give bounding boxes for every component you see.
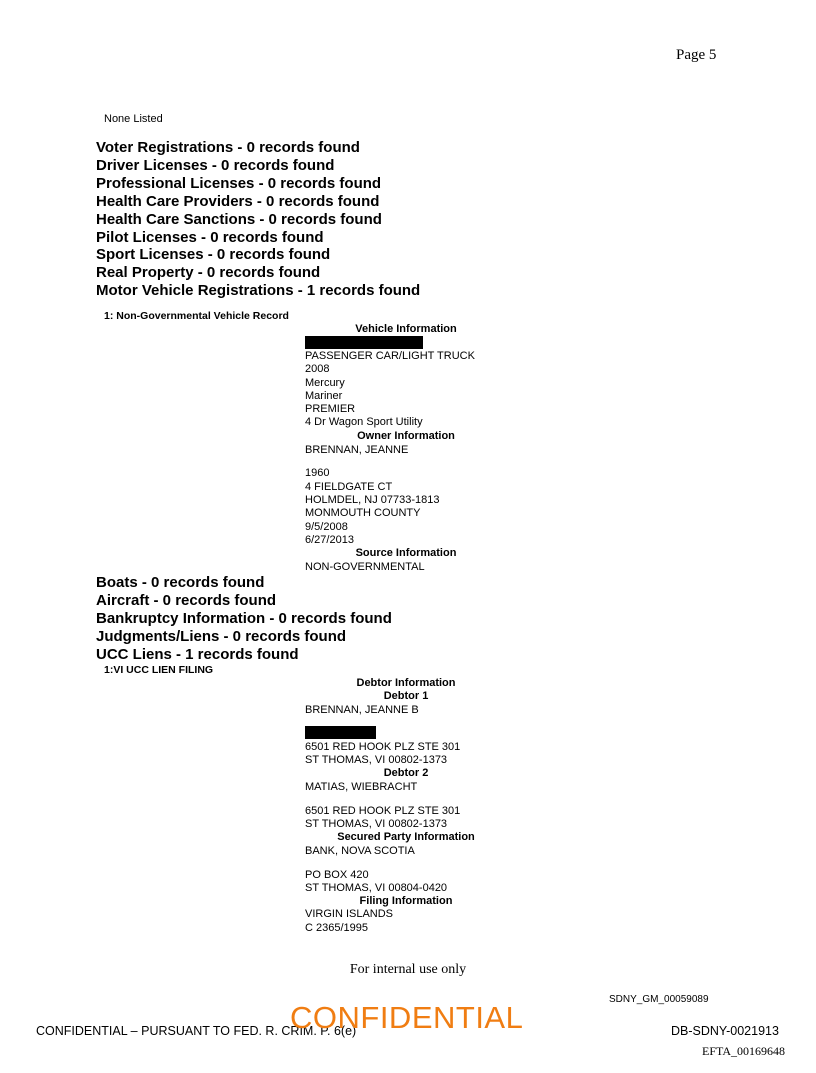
debtor1-name-value: BRENNAN, JEANNE B — [305, 704, 419, 716]
heading-bankruptcy-information: Bankruptcy Information - 0 records found — [96, 609, 392, 627]
heading-driver-licenses: Driver Licenses - 0 records found — [96, 156, 335, 174]
heading-motor-vehicle-registrations: Motor Vehicle Registrations - 1 records found — [96, 282, 421, 300]
ucc-record-title: 1:VI UCC LIEN FILING — [104, 664, 214, 676]
efta-number: EFTA_00169648 — [702, 1044, 786, 1058]
filing-info-header-text: Filing Information — [359, 895, 453, 907]
heading-voter-registrations: Voter Registrations - 0 records found — [96, 139, 360, 156]
vin-redaction — [305, 336, 423, 349]
heading-professional-licenses: Professional Licenses - 0 records found — [96, 174, 382, 192]
vehicle-record-title: 1: Non-Governmental Vehicle Record — [104, 310, 289, 322]
heading-health-care-providers: Health Care Providers - 0 records found — [96, 192, 380, 210]
internal-use-note: For internal use only — [349, 962, 467, 977]
heading-health-care-sanctions: Health Care Sanctions - 0 records found — [96, 210, 382, 228]
heading-pilot-licenses: Pilot Licenses - 0 records found — [96, 228, 324, 246]
data-source-value: NON-GOVERNMENTAL — [305, 561, 425, 573]
dob-value: 1960 — [305, 467, 330, 479]
secured-party-header-text: Secured Party Information — [337, 831, 475, 843]
heading-real-property: Real Property - 0 records found — [96, 264, 321, 282]
debtor2-address-line-1: 6501 RED HOOK PLZ STE 301 — [305, 805, 461, 817]
model-value: Mariner — [305, 390, 343, 402]
secured-address-line-2: ST THOMAS, VI 00804-0420 — [305, 882, 448, 894]
debtor2-header-text: Debtor 2 — [383, 767, 429, 779]
owner-address-line-3: MONMOUTH COUNTY — [305, 507, 421, 519]
secured-name-value: BANK, NOVA SCOTIA — [305, 845, 415, 857]
first-seen-value: 9/5/2008 — [305, 521, 348, 533]
heading-sport-licenses: Sport Licenses - 0 records found — [96, 246, 331, 264]
class-value: PASSENGER CAR/LIGHT TRUCK — [305, 350, 475, 362]
debtor1-address-line-2: ST THOMAS, VI 00802-1373 — [305, 754, 448, 766]
vehicle-info-header-text: Vehicle Information — [355, 323, 457, 335]
heading-ucc-liens: UCC Liens - 1 records found — [96, 645, 299, 663]
last-seen-value: 6/27/2013 — [305, 534, 354, 546]
ssn-redaction — [305, 726, 376, 739]
model-year-value: 2008 — [305, 363, 330, 375]
body-style-value: 4 Dr Wagon Sport Utility — [305, 416, 423, 428]
section-headings-top — [96, 139, 420, 300]
owner-address-line-1: 4 FIELDGATE CT — [305, 481, 393, 493]
owner-address-line-2: HOLMDEL, NJ 07733-1813 — [305, 494, 440, 506]
heading-boats: Boats - 0 records found — [96, 574, 265, 591]
series-value: PREMIER — [305, 403, 356, 415]
filing-jurisdiction-value: VIRGIN ISLANDS — [305, 908, 394, 920]
secured-address-line-1: PO BOX 420 — [305, 869, 369, 881]
section-headings-bottom — [96, 574, 392, 664]
filing-number-value: C 2365/1995 — [305, 922, 368, 934]
owner-name-value: BRENNAN, JEANNE — [305, 444, 409, 456]
confidential-stamp: CONFIDENTIAL — [290, 1000, 524, 1035]
bates-number: DB-SDNY-0021913 — [671, 1024, 779, 1038]
debtor1-address-line-1: 6501 RED HOOK PLZ STE 301 — [305, 741, 461, 753]
none-listed: None Listed — [104, 113, 163, 125]
owner-info-header-text: Owner Information — [357, 430, 455, 442]
source-info-header-text: Source Information — [355, 547, 457, 559]
debtor1-header-text: Debtor 1 — [383, 690, 429, 702]
sdny-gm-number: SDNY_GM_00059089 — [609, 994, 709, 1005]
confidential-footer-text: CONFIDENTIAL – PURSUANT TO FED. R. CRIM. P. 6(e) — [36, 1024, 357, 1038]
heading-aircraft: Aircraft - 0 records found — [96, 591, 277, 609]
debtor2-name-value: MATIAS, WIEBRACHT — [305, 781, 418, 793]
debtor2-address-line-2: ST THOMAS, VI 00802-1373 — [305, 818, 448, 830]
heading-judgments-liens: Judgments/Liens - 0 records found — [96, 627, 347, 645]
make-value: Mercury — [305, 377, 345, 389]
debtor-info-header-text: Debtor Information — [356, 677, 456, 689]
page-number: Page 5 — [676, 47, 717, 63]
